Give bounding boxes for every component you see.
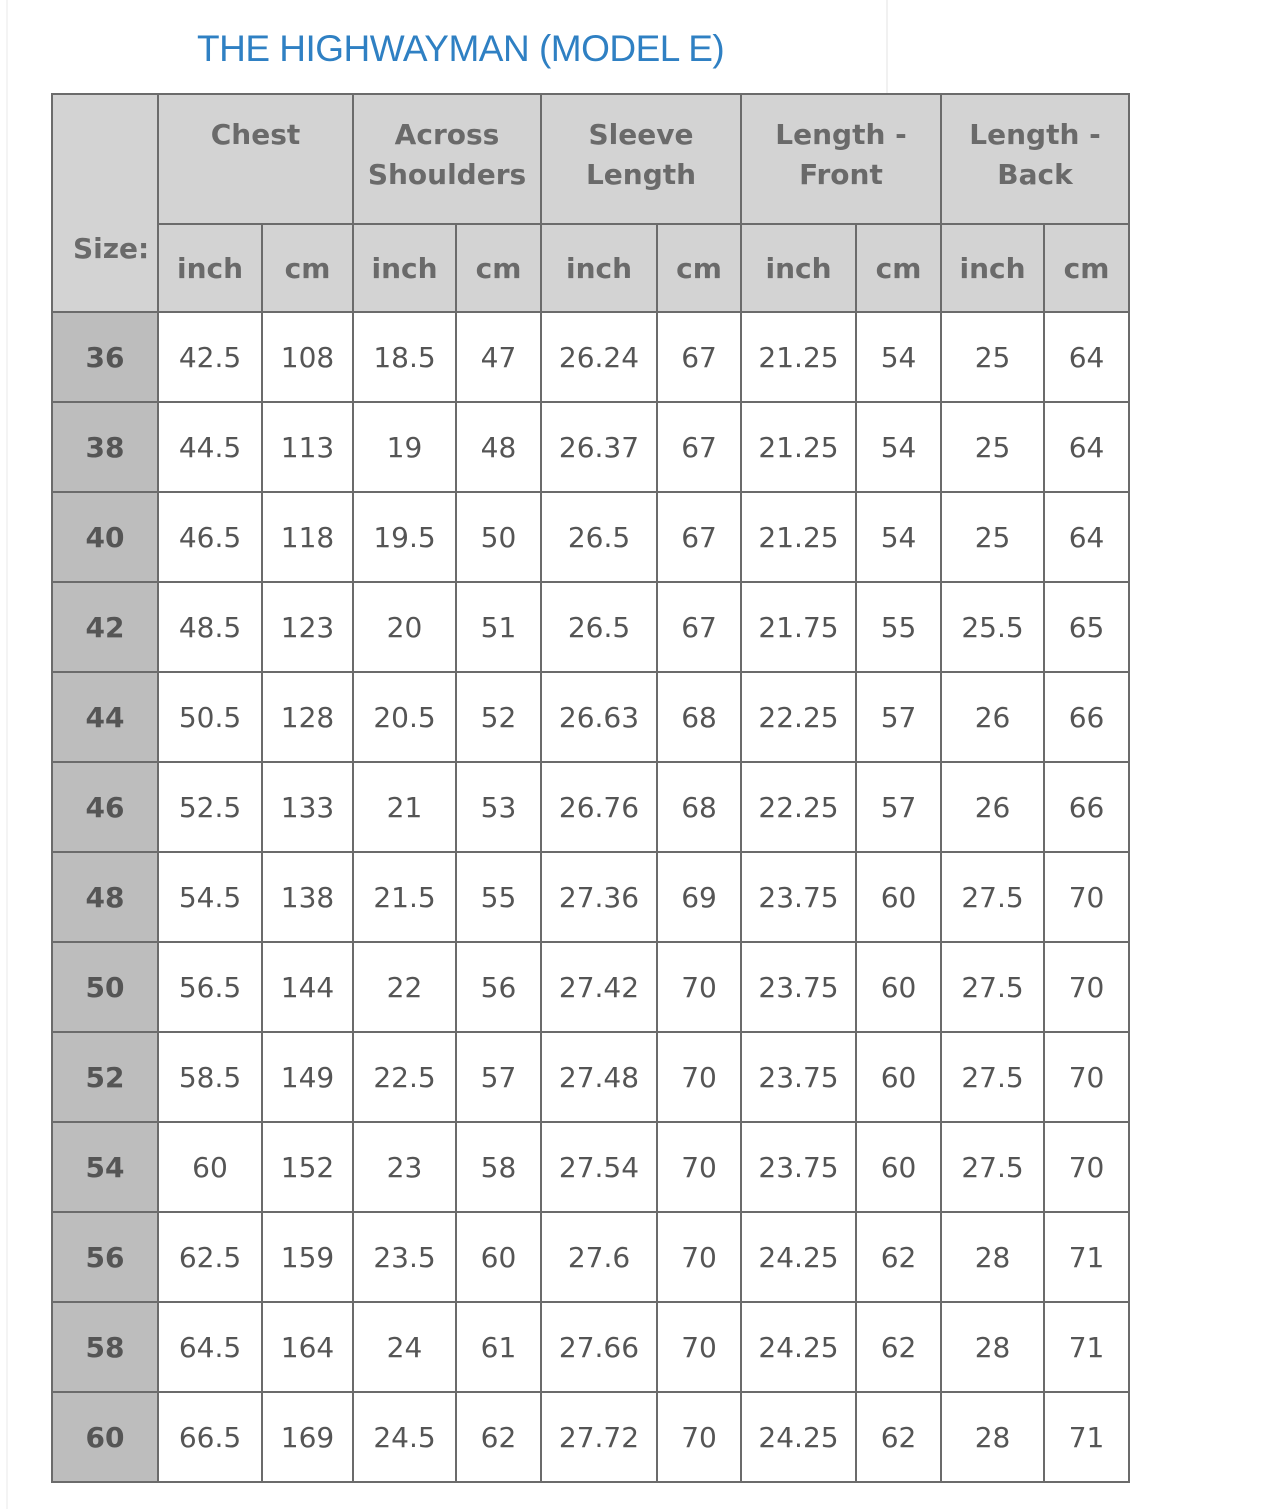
table-cell: 25	[941, 402, 1044, 492]
table-cell: 48	[456, 402, 541, 492]
table-cell: 152	[262, 1122, 353, 1212]
table-cell: 22.5	[353, 1032, 456, 1122]
table-cell: 27.54	[541, 1122, 657, 1212]
size-cell: 52	[52, 1032, 158, 1122]
table-cell: 123	[262, 582, 353, 672]
table-cell: 67	[657, 582, 741, 672]
table-cell: 70	[1044, 1122, 1129, 1212]
table-cell: 169	[262, 1392, 353, 1482]
table-cell: 60	[856, 1122, 941, 1212]
size-cell: 58	[52, 1302, 158, 1392]
table-cell: 70	[657, 1122, 741, 1212]
table-cell: 128	[262, 672, 353, 762]
table-cell: 44.5	[158, 402, 262, 492]
table-cell: 56	[456, 942, 541, 1032]
table-cell: 66	[1044, 762, 1129, 852]
size-label: Size:	[73, 231, 150, 265]
page-title: THE HIGHWAYMAN (MODEL E)	[197, 28, 725, 69]
table-cell: 55	[856, 582, 941, 672]
table-cell: 67	[657, 492, 741, 582]
table-cell: 54	[856, 312, 941, 402]
table-cell: 61	[456, 1302, 541, 1392]
table-cell: 65	[1044, 582, 1129, 672]
table-row	[52, 1392, 1129, 1482]
table-cell: 26.5	[541, 582, 657, 672]
table-cell: 71	[1044, 1302, 1129, 1392]
table-cell: 23.75	[741, 942, 856, 1032]
table-cell: 53	[456, 762, 541, 852]
table-cell: 21.5	[353, 852, 456, 942]
table-cell: 25	[941, 492, 1044, 582]
table-cell: 27.36	[541, 852, 657, 942]
size-cell: 36	[52, 312, 158, 402]
group-label: Length - Front	[775, 118, 907, 191]
table-row	[52, 852, 1129, 942]
table-cell: 21.25	[741, 492, 856, 582]
table-cell: 19.5	[353, 492, 456, 582]
table-cell: 27.42	[541, 942, 657, 1032]
table-cell: 70	[1044, 942, 1129, 1032]
table-cell: 19	[353, 402, 456, 492]
group-header-across-shoulders	[353, 94, 541, 224]
table-cell: 58	[456, 1122, 541, 1212]
table-cell: 70	[657, 1302, 741, 1392]
unit-header-inch: inch	[353, 224, 456, 312]
table-cell: 66.5	[158, 1392, 262, 1482]
table-cell: 26.24	[541, 312, 657, 402]
table-row	[52, 1032, 1129, 1122]
table-cell: 118	[262, 492, 353, 582]
table-cell: 22	[353, 942, 456, 1032]
table-cell: 24.25	[741, 1392, 856, 1482]
table-cell: 27.72	[541, 1392, 657, 1482]
table-cell: 46.5	[158, 492, 262, 582]
table-cell: 26.5	[541, 492, 657, 582]
table-cell: 21.25	[741, 312, 856, 402]
table-cell: 60	[856, 852, 941, 942]
size-chart-body	[52, 312, 1129, 1482]
table-cell: 27.5	[941, 1032, 1044, 1122]
table-cell: 68	[657, 762, 741, 852]
group-label: Sleeve Length	[585, 118, 697, 191]
size-column-header	[52, 94, 158, 312]
table-cell: 47	[456, 312, 541, 402]
table-cell: 54	[856, 402, 941, 492]
size-cell: 60	[52, 1392, 158, 1482]
unit-header-row	[52, 224, 1129, 312]
table-cell: 22.25	[741, 762, 856, 852]
table-cell: 67	[657, 312, 741, 402]
table-row	[52, 1122, 1129, 1212]
table-cell: 70	[657, 1212, 741, 1302]
table-cell: 71	[1044, 1392, 1129, 1482]
table-cell: 26.63	[541, 672, 657, 762]
table-cell: 21	[353, 762, 456, 852]
table-row	[52, 942, 1129, 1032]
table-cell: 51	[456, 582, 541, 672]
unit-header-inch: inch	[741, 224, 856, 312]
group-header-sleeve-length	[541, 94, 741, 224]
table-cell: 60	[456, 1212, 541, 1302]
group-label: Across Shoulders	[367, 118, 527, 191]
table-cell: 54.5	[158, 852, 262, 942]
table-cell: 27.5	[941, 852, 1044, 942]
size-cell: 54	[52, 1122, 158, 1212]
table-cell: 25	[941, 312, 1044, 402]
left-divider	[6, 0, 8, 1509]
unit-header-cm: cm	[456, 224, 541, 312]
table-cell: 57	[856, 762, 941, 852]
table-cell: 62.5	[158, 1212, 262, 1302]
table-cell: 64.5	[158, 1302, 262, 1392]
table-cell: 60	[158, 1122, 262, 1212]
table-cell: 20.5	[353, 672, 456, 762]
table-cell: 50.5	[158, 672, 262, 762]
table-cell: 28	[941, 1392, 1044, 1482]
table-cell: 64	[1044, 492, 1129, 582]
table-row	[52, 312, 1129, 402]
table-cell: 64	[1044, 402, 1129, 492]
table-row	[52, 492, 1129, 582]
unit-header-inch: inch	[941, 224, 1044, 312]
table-cell: 62	[856, 1212, 941, 1302]
table-cell: 71	[1044, 1212, 1129, 1302]
table-cell: 52	[456, 672, 541, 762]
table-cell: 60	[856, 942, 941, 1032]
table-cell: 70	[1044, 852, 1129, 942]
table-cell: 48.5	[158, 582, 262, 672]
table-cell: 26	[941, 762, 1044, 852]
table-row	[52, 402, 1129, 492]
table-cell: 50	[456, 492, 541, 582]
table-cell: 52.5	[158, 762, 262, 852]
table-cell: 26	[941, 672, 1044, 762]
table-cell: 70	[657, 1032, 741, 1122]
table-cell: 23.75	[741, 1122, 856, 1212]
unit-header-cm: cm	[262, 224, 353, 312]
table-cell: 62	[856, 1302, 941, 1392]
table-cell: 113	[262, 402, 353, 492]
table-cell: 18.5	[353, 312, 456, 402]
table-cell: 27.6	[541, 1212, 657, 1302]
table-cell: 21.75	[741, 582, 856, 672]
size-cell: 48	[52, 852, 158, 942]
table-cell: 149	[262, 1032, 353, 1122]
table-cell: 28	[941, 1212, 1044, 1302]
table-cell: 23	[353, 1122, 456, 1212]
table-cell: 28	[941, 1302, 1044, 1392]
group-label: Chest	[210, 118, 301, 151]
table-row	[52, 1212, 1129, 1302]
table-row	[52, 762, 1129, 852]
table-cell: 67	[657, 402, 741, 492]
table-cell: 27.5	[941, 1122, 1044, 1212]
table-cell: 69	[657, 852, 741, 942]
table-cell: 21.25	[741, 402, 856, 492]
table-cell: 62	[856, 1392, 941, 1482]
table-cell: 27.48	[541, 1032, 657, 1122]
size-cell: 42	[52, 582, 158, 672]
table-row	[52, 1302, 1129, 1392]
unit-header-inch: inch	[541, 224, 657, 312]
table-cell: 54	[856, 492, 941, 582]
table-cell: 164	[262, 1302, 353, 1392]
size-cell: 50	[52, 942, 158, 1032]
group-header-length-back	[941, 94, 1129, 224]
table-cell: 25.5	[941, 582, 1044, 672]
table-cell: 56.5	[158, 942, 262, 1032]
unit-header-cm: cm	[1044, 224, 1129, 312]
table-cell: 42.5	[158, 312, 262, 402]
table-cell: 62	[456, 1392, 541, 1482]
size-chart-table	[51, 93, 1130, 1483]
table-cell: 23.5	[353, 1212, 456, 1302]
table-cell: 144	[262, 942, 353, 1032]
unit-header-inch: inch	[158, 224, 262, 312]
size-cell: 40	[52, 492, 158, 582]
table-cell: 159	[262, 1212, 353, 1302]
size-cell: 56	[52, 1212, 158, 1302]
unit-header-cm: cm	[856, 224, 941, 312]
table-cell: 24.25	[741, 1302, 856, 1392]
size-cell: 44	[52, 672, 158, 762]
group-label: Length - Back	[969, 118, 1101, 191]
table-cell: 57	[856, 672, 941, 762]
table-cell: 70	[657, 1392, 741, 1482]
group-header-length-front	[741, 94, 941, 224]
table-cell: 22.25	[741, 672, 856, 762]
table-cell: 27.66	[541, 1302, 657, 1392]
table-cell: 138	[262, 852, 353, 942]
table-cell: 108	[262, 312, 353, 402]
table-cell: 68	[657, 672, 741, 762]
table-cell: 70	[1044, 1032, 1129, 1122]
table-cell: 133	[262, 762, 353, 852]
unit-header-cm: cm	[657, 224, 741, 312]
table-cell: 60	[856, 1032, 941, 1122]
table-cell: 23.75	[741, 1032, 856, 1122]
table-cell: 24	[353, 1302, 456, 1392]
table-cell: 58.5	[158, 1032, 262, 1122]
table-cell: 26.37	[541, 402, 657, 492]
table-cell: 26.76	[541, 762, 657, 852]
table-row	[52, 672, 1129, 762]
table-cell: 23.75	[741, 852, 856, 942]
size-cell: 38	[52, 402, 158, 492]
table-cell: 24.5	[353, 1392, 456, 1482]
table-cell: 27.5	[941, 942, 1044, 1032]
table-cell: 64	[1044, 312, 1129, 402]
header-divider	[886, 0, 888, 95]
size-cell: 46	[52, 762, 158, 852]
table-cell: 24.25	[741, 1212, 856, 1302]
table-cell: 55	[456, 852, 541, 942]
group-header-chest	[158, 94, 353, 224]
table-cell: 57	[456, 1032, 541, 1122]
table-cell: 66	[1044, 672, 1129, 762]
group-header-row	[52, 94, 1129, 224]
table-row	[52, 582, 1129, 672]
table-cell: 20	[353, 582, 456, 672]
table-cell: 70	[657, 942, 741, 1032]
